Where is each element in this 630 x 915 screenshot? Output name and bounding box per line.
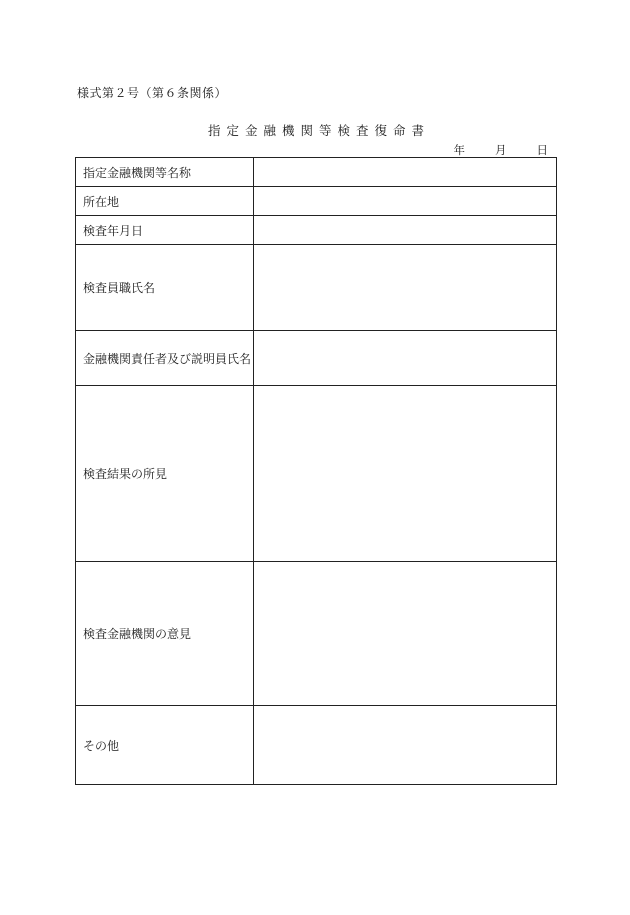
row-inspectors <box>76 245 557 331</box>
inspectors-field[interactable] <box>254 245 557 331</box>
row-inspection-date <box>76 216 557 245</box>
inspection-findings-field[interactable] <box>254 386 557 562</box>
other-field[interactable] <box>254 706 557 785</box>
form-number: 様式第２号（第６条関係） <box>77 86 228 100</box>
date-year-label: 年 <box>453 143 465 157</box>
row-label: 検査金融機関の意見 <box>76 562 254 706</box>
report-form-table <box>75 157 557 785</box>
row-label: その他 <box>76 706 254 785</box>
row-institution-opinion <box>76 562 557 706</box>
row-institution-name <box>76 158 557 187</box>
document-title: 指定金融機関等検査復命書 <box>207 123 430 138</box>
row-label: 検査員職氏名 <box>76 245 254 331</box>
row-label: 金融機関責任者及び説明員氏名 <box>76 331 254 386</box>
date-line <box>454 142 549 158</box>
row-label: 所在地 <box>76 187 254 216</box>
row-label: 検査年月日 <box>76 216 254 245</box>
row-inspection-findings <box>76 386 557 562</box>
responsible-persons-field[interactable] <box>254 331 557 386</box>
row-address <box>76 187 557 216</box>
institution-name-field[interactable] <box>254 158 557 187</box>
date-month-label: 月 <box>495 143 507 157</box>
inspection-date-field[interactable] <box>254 216 557 245</box>
institution-opinion-field[interactable] <box>254 562 557 706</box>
row-responsible-persons <box>76 331 557 386</box>
row-label: 指定金融機関等名称 <box>76 158 254 187</box>
row-label: 検査結果の所見 <box>76 386 254 562</box>
row-other <box>76 706 557 785</box>
date-day-label: 日 <box>536 143 548 157</box>
address-field[interactable] <box>254 187 557 216</box>
